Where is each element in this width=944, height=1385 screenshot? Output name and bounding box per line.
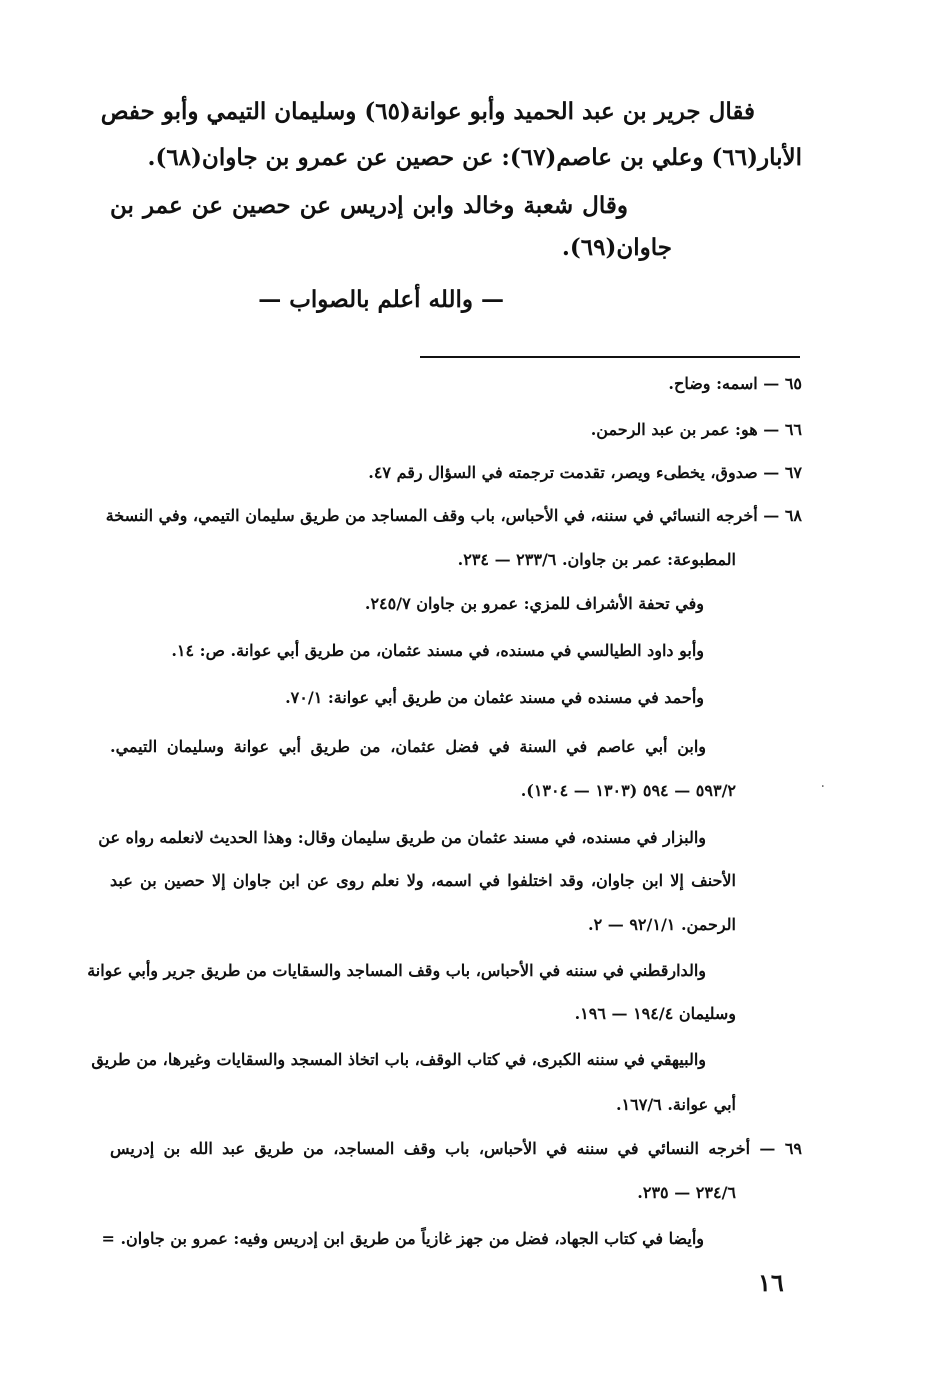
footnote-66: ٦٦ — هو: عمر بن عبد الرحمن. (590, 420, 802, 439)
closing-formula: — والله أعلم بالصواب — (258, 286, 504, 313)
footnote-68-line-5: وأحمد في مسنده في مسند عثمان من طريق أبي عوانة: ٧٠/١. (285, 688, 704, 707)
footnote-68-line-7: ٥٩٣/٢ — ٥٩٤ (١٣٠٣ — ١٣٠٤). (520, 781, 736, 800)
page-number: ١٦ (758, 1268, 784, 1297)
footnote-68-line-10: الرحمن. ٩٢/١/١ — ٢. (588, 915, 736, 934)
main-text-line-4: جاوان(٦٩). (561, 234, 672, 261)
footnote-68-line-14: أبي عوانة. ١٦٧/٦. (615, 1095, 736, 1114)
footnote-67: ٦٧ — صدوق، يخطىء ويصر، تقدمت ترجمته في السؤال رقم ٤٧. (368, 463, 802, 482)
footnote-68-line-12: وسليمان ١٩٤/٤ — ١٩٦. (574, 1004, 736, 1023)
footnote-68-line-13: والبيهقي في سننه الكبرى، في كتاب الوقف، باب اتخاذ المسجد والسقايات وغيرها، من طريق (91, 1050, 706, 1069)
footnote-separator (420, 356, 800, 358)
footnote-68-line-1: ٦٨ — أخرجه النسائي في سننه، في الأحباس، باب وقف المساجد من طريق سليمان التيمي، وفي النسخة (105, 506, 802, 525)
footnote-69-line-1: ٦٩ — أخرجه النسائي في سننه في الأحباس، باب وقف المساجد، من طريق عبد الله بن إدريس (110, 1139, 802, 1158)
footnote-68-line-2: المطبوعة: عمر بن جاوان. ٢٣٣/٦ — ٢٣٤. (457, 550, 736, 569)
footnote-68-line-11: والدارقطني في سننه في الأحباس، باب وقف المساجد والسقايات من طريق جرير وأبي عوانة (87, 961, 706, 980)
footnote-68-line-3: وفي تحفة الأشراف للمزي: عمرو بن جاوان ٢٤٥/٧. (364, 594, 704, 613)
footnote-68-line-8: والبزار في مسنده، في مسند عثمان من طريق سليمان وقال: وهذا الحديث لانعلمه رواه عن (98, 828, 706, 847)
margin-mark: ٠ (819, 778, 827, 794)
footnote-68-line-9: الأحنف إلا ابن جاوان، وقد اختلفوا في اسمه، ولا نعلم روى عن ابن جاوان إلا حصين بن عبد (110, 871, 736, 890)
main-text-line-3: وقال شعبة وخالد وابن إدريس عن حصين عن عمر بن (110, 192, 628, 219)
footnote-68-line-4: وأبو داود الطيالسي في مسنده، في مسند عثمان، من طريق أبي عوانة. ص: ١٤. (171, 641, 704, 660)
footnote-69-line-3: وأيضا في كتاب الجهاد، فضل من جهز غازياً من طريق ابن إدريس وفيه: عمرو بن جاوان. = (101, 1229, 704, 1248)
footnote-65: ٦٥ — اسمه: وضاح. (668, 374, 802, 393)
footnote-68-line-6: وابن أبي عاصم في السنة في فضل عثمان، من طريق أبي عوانة وسليمان التيمي. (110, 737, 706, 756)
main-text-line-1: فقال جرير بن عبد الحميد وأبو عوانة(٦٥) وسليمان التيمي وأبو حفص (100, 98, 755, 125)
main-text-line-2: الأبار(٦٦) وعلي بن عاصم(٦٧): عن حصين عن عمرو بن جاوان(٦٨). (147, 144, 802, 171)
footnote-69-line-2: ٢٣٤/٦ — ٢٣٥. (637, 1183, 736, 1202)
